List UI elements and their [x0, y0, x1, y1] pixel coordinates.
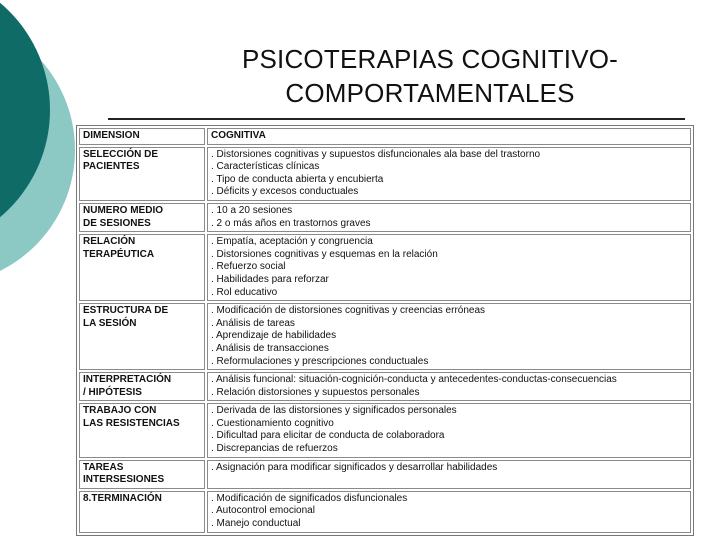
dimension-label-line: LAS RESISTENCIAS [83, 417, 180, 429]
dimension-cell [79, 403, 205, 457]
table-row [79, 372, 691, 401]
cognitiva-item: . Análisis de transacciones [211, 342, 329, 354]
dimension-label-line: NUMERO MEDIO [83, 204, 163, 216]
cognitiva-item: . Empatía, aceptación y congruencia [211, 236, 373, 248]
cognitiva-item: . Rol educativo [211, 286, 278, 298]
slide-title [150, 42, 710, 110]
table-row [79, 403, 691, 457]
dimension-label-line: LA SESIÓN [83, 317, 137, 329]
table-header-row [79, 128, 691, 145]
table-row [79, 303, 691, 370]
cognitiva-cell [207, 460, 691, 489]
cognitiva-cell [207, 491, 691, 533]
cognitiva-cell [207, 403, 691, 457]
cognitiva-cell [207, 203, 691, 232]
cognitiva-item: . Modificación de distorsiones cognitivas y creencias erróneas [211, 305, 486, 317]
dimension-cell [79, 491, 205, 533]
cognitiva-item: . Déficits y excesos conductuales [211, 186, 359, 198]
dimension-cell [79, 203, 205, 232]
cognitiva-item: . Tipo de conducta abierta y encubierta [211, 173, 384, 185]
cognitiva-cell [207, 372, 691, 401]
dimension-label-line: 8.TERMINACIÓN [83, 492, 162, 504]
cognitiva-item: . Distorsiones cognitivas y esquemas en la relación [211, 248, 438, 260]
dimension-label-line: DE SESIONES [83, 217, 151, 229]
dimension-label-line: PACIENTES [83, 161, 140, 173]
dimension-label-line: RELACIÓN [83, 236, 136, 248]
cognitiva-item: . Análisis de tareas [211, 317, 295, 329]
cognitiva-item: . Autocontrol emocional [211, 505, 315, 517]
dimension-cell [79, 372, 205, 401]
cognitiva-cell [207, 303, 691, 370]
cognitiva-item: . Asignación para modificar significados y desarrollar habilidades [211, 461, 498, 473]
cognitiva-item: . Aprendizaje de habilidades [211, 330, 337, 342]
cognitiva-item: . Distorsiones cognitivas y supuestos disfuncionales ala base del trastorno [211, 148, 541, 160]
cognitiva-cell [207, 147, 691, 201]
table-row [79, 234, 691, 301]
header-cognitiva: COGNITIVA [207, 128, 691, 145]
cognitiva-item: . Reformulaciones y prescripciones conductuales [211, 355, 429, 367]
dimension-cell [79, 147, 205, 201]
cognitiva-item: . Relación distorsiones y supuestos personales [211, 386, 420, 398]
cognitiva-item: . 10 a 20 sesiones [211, 204, 293, 216]
table-row [79, 203, 691, 232]
cognitiva-item: . Modificación de significados disfuncionales [211, 492, 408, 504]
header-dimension: DIMENSION [79, 128, 205, 145]
dimension-label-line: TRABAJO CON [83, 405, 157, 417]
table-row [79, 147, 691, 201]
dimension-label-line: INTERSESIONES [83, 474, 165, 486]
dimension-label-line: / HIPÓTESIS [83, 386, 142, 398]
dimension-cell [79, 303, 205, 370]
cognitiva-item: . Dificultad para elicitar de conducta de colaboradora [211, 430, 445, 442]
cognitiva-item: . Derivada de las distorsiones y significados personales [211, 405, 457, 417]
dimension-cell [79, 460, 205, 489]
title-divider [108, 118, 685, 120]
cognitiva-item: . 2 o más años en trastornos graves [211, 217, 371, 229]
title-line-1: PSICOTERAPIAS COGNITIVO- [241, 44, 619, 74]
dimension-label-line: TERAPÉUTICA [83, 248, 155, 260]
dimension-label-line: ESTRUCTURA DE [83, 305, 169, 317]
cognitiva-item: . Análisis funcional: situación-cognición-conducta y antecedentes-conductas-consecuencias [211, 374, 617, 386]
dimension-cell [79, 234, 205, 301]
title-line-2: COMPORTAMENTALES [285, 78, 575, 108]
decorative-circles [0, 0, 80, 300]
cognitiva-item: . Refuerzo social [211, 261, 286, 273]
dimension-label-line: SELECCIÓN DE [83, 148, 159, 160]
table-row [79, 460, 691, 489]
cognitiva-cell [207, 234, 691, 301]
cognitiva-item: . Características clínicas [211, 161, 320, 173]
cognitiva-item: . Cuestionamiento cognitivo [211, 417, 334, 429]
dimension-label-line: INTERPRETACIÓN [83, 374, 172, 386]
table-body [79, 128, 691, 533]
cognitiva-item: . Discrepancias de refuerzos [211, 443, 338, 455]
dimension-label-line: TAREAS [83, 461, 124, 473]
table-row [79, 491, 691, 533]
cognitiva-item: . Habilidades para reforzar [211, 273, 329, 285]
cognitiva-item: . Manejo conductual [211, 518, 301, 530]
comparison-table [76, 125, 694, 536]
